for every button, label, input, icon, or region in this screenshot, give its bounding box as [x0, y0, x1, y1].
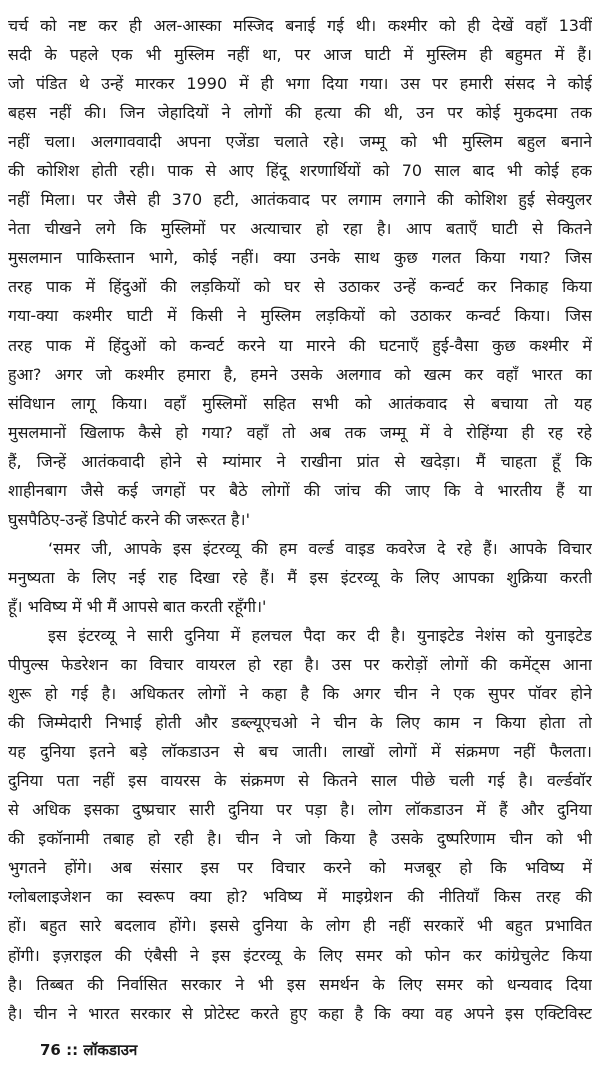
- text-line: सदी के पहले एक भी मुस्लिम नहीं था, पर आज घाटी में मुस्लिम ही बहुमत में हैं।: [8, 45, 592, 65]
- text-line: शुरू हो गई है। अधिकतर लोगों ने कहा है कि अगर चीन ने एक सुपर पॉवर होने: [8, 684, 592, 704]
- text-line: नहीं मिला। पर जैसे ही 370 हटी, आतंकवाद पर लगाम लगाने की कोशिश हुई सेक्युलर: [8, 190, 592, 210]
- text-line: शाहीनबाग जैसे कई जगहों पर बैठे लोगों की जांच की जाए कि वे भारतीय हैं या: [8, 480, 592, 500]
- text-line: यह दुनिया इतने बड़े लॉकडाउन से बच जाती। लाखों लोगों में संक्रमण नहीं फैलता।: [8, 742, 592, 762]
- text-line: नहीं चला। अलगाववादी अपना एजेंडा चलाते रहे। जम्मू को भी मुस्लिम बहुल बनाने: [8, 132, 592, 152]
- text-line: मुसलमानों खिलाफ कैसे हो गया? वहाँ तो अब तक जम्मू में वे रोहिंग्या ही रह रहे: [8, 422, 592, 442]
- text-line: नेता चीखने लगे कि मुस्लिमों पर अत्याचार हो रहा है। आप बताएँ घाटी से कितने: [8, 219, 592, 239]
- text-line: हों। बहुत सारे बदलाव होंगे। इससे दुनिया के लोग ही नहीं सरकारें भी बहुत प्रभावित: [8, 916, 592, 936]
- text-line: ‘समर जी, आपके इस इंटरव्यू की हम वर्ल्ड वाइड कवरेज दे रहे हैं। आपके विचार: [48, 538, 592, 558]
- text-line: हूँ। भविष्य में भी मैं आपसे बात करती रहूँगी।': [8, 596, 267, 616]
- text-line: दुनिया पता नहीं इस वायरस के संक्रमण से कितने साल पीछे चली गई है। वर्ल्डवॉर: [8, 771, 592, 791]
- text-line: जो पंडित थे उन्हें मारकर 1990 में ही भगा दिया गया। उस पर हमारी संसद ने कोई: [8, 74, 592, 94]
- text-line: से अधिक इसका दुष्प्रचार सारी दुनिया पर पड़ा है। लोग लॉकडाउन में हैं और दुनिया: [8, 800, 592, 820]
- text-line: मनुष्यता के लिए नई राह दिखा रहे हैं। मैं इस इंटरव्यू के लिए आपका शुक्रिया करती: [8, 567, 592, 587]
- text-line: हुआ? अगर जो कश्मीर हमारा है, हमने उसके अलगाव को खत्म कर वहाँ भारत का: [8, 364, 592, 384]
- text-line: भुगतने होंगे। अब संसार इस पर विचार करने को मजबूर हो कि भविष्य में: [8, 858, 592, 878]
- text-line: गया-क्या कश्मीर घाटी में किसी ने मुस्लिम लड़कियों को उठाकर कन्वर्ट किया। जिस: [8, 306, 592, 326]
- text-line: घुसपैठिए-उन्हें डिपोर्ट करने की जरूरत है।': [8, 509, 250, 529]
- text-line: होंगी। इज़राइल की एंबैसी ने इस इंटरव्यू के लिए समर को फोन कर कांग्रेचुलेट किया: [8, 945, 592, 965]
- text-line: इस इंटरव्यू ने सारी दुनिया में हलचल पैदा कर दी है। युनाइटेड नेशंस को युनाइटेड: [48, 625, 592, 645]
- text-line: तरह पाक में हिंदुओं को कन्वर्ट करने या मारने की घटनाएँ हुई-वैसा कुछ कश्मीर में: [8, 335, 592, 355]
- page-footer: 76 :: लॉकडाउन: [40, 1041, 138, 1059]
- text-line: हैं, जिन्हें आतंकवादी होने से म्यांमार ने राखीना प्रांत से खदेड़ा। मैं चाहता हूँ कि: [8, 451, 592, 471]
- page-body: [8, 11, 592, 1028]
- text-line: चर्च को नष्ट कर ही अल-आस्का मस्जिद बनाई गई थी। कश्मीर को ही देखें वहाँ 13वीं: [8, 16, 592, 35]
- text-line: की जिम्मेदारी निभाई होती और डब्ल्यूएचओ ने चीन के लिए काम न किया होता तो: [8, 713, 592, 733]
- text-line: मुसलमान पाकिस्तान भागे, कोई नहीं। क्या उनके साथ कुछ गलत किया गया? जिस: [8, 248, 592, 268]
- text-line: बहस नहीं की। जिन जेहादियों ने लोगों की हत्या की थी, उन पर कोई मुकदमा तक: [8, 103, 592, 123]
- text-line: की इकॉनामी तबाह हो रही है। चीन ने जो किया है उसके दुष्परिणाम चीन को भी: [8, 829, 592, 849]
- text-line: है। चीन ने भारत सरकार से प्रोटेस्ट करते हुए कहा है कि क्या वह अपने इस एक्टिविस्ट: [8, 1003, 592, 1023]
- text-line: पीपुल्स फेडरेशन का विचार वायरल हो रहा है। उस पर करोड़ों लोगों की कमेंट्स आना: [8, 655, 592, 675]
- text-line: है। तिब्बत की निर्वासित सरकार ने भी इस समर्थन के लिए समर को धन्यवाद दिया: [8, 974, 592, 994]
- text-line: संविधान लागू किया। वहाँ मुस्लिमों सहित सभी को आतंकवाद से बचाया तो यह: [8, 393, 592, 413]
- text-line: की कोशिश होती रही। पाक से आए हिंदू शरणार्थियों को 70 साल बाद भी कोई हक: [8, 161, 592, 181]
- text-line: ग्लोबलाइजेशन का स्वरूप क्या हो? भविष्य में माइग्रेशन की नीतियाँ किस तरह की: [8, 887, 592, 907]
- text-line: तरह पाक में हिंदुओं की लड़कियों को घर से उठाकर उन्हें कन्वर्ट कर निकाह किया: [8, 277, 592, 297]
